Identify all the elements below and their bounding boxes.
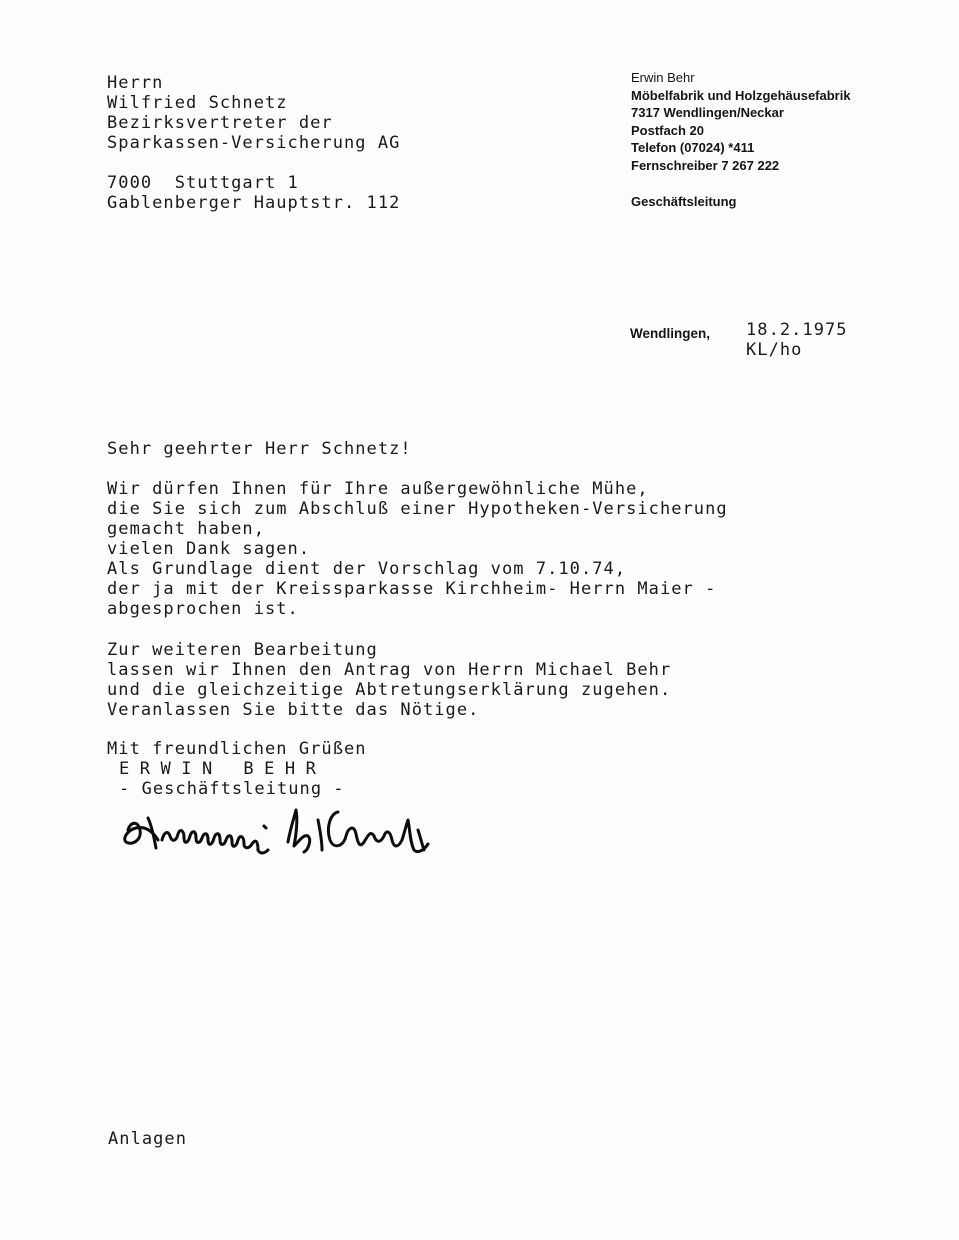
paragraph-line: lassen wir Ihnen den Antrag von Herrn Michael Behr — [107, 660, 672, 680]
signature-stroke — [258, 850, 268, 853]
closing-text: Mit freundlichen Grüßen — [107, 739, 367, 759]
salutation-text: Sehr geehrter Herr Schnetz! — [107, 439, 412, 459]
paragraph-line: die Sie sich zum Abschluß einer Hypotheken-Versicherung — [107, 499, 728, 519]
company-signature-text: ERWIN BEHR — [119, 759, 327, 779]
paragraph-line: gemacht haben, — [107, 519, 265, 539]
company-signature — [119, 759, 326, 779]
recipient-title: Bezirksvertreter der — [107, 113, 333, 133]
signature-stroke — [328, 812, 428, 852]
address-spacer — [107, 153, 400, 173]
letter-paragraph-2 — [107, 640, 671, 720]
paragraph-line: Wir dürfen Ihnen für Ihre außergewöhnliche Mühe, — [107, 479, 649, 499]
paragraph-line: Als Grundlage dient der Vorschlag vom 7.10.74, — [107, 559, 627, 579]
paragraph-line: abgesprochen ist. — [107, 599, 299, 619]
letter-paragraph-1 — [107, 479, 728, 619]
sender-company: Möbelfabrik und Holzgehäusefabrik — [631, 87, 851, 103]
sender-address: 7317 Wendlingen/Neckar — [631, 105, 784, 121]
letter-reference: KL/ho — [746, 340, 803, 360]
sender-postbox: Postfach 20 — [631, 122, 704, 138]
paragraph-line: Veranlassen Sie bitte das Nötige. — [107, 700, 480, 720]
recipient-name: Wilfried Schnetz — [107, 93, 288, 113]
paragraph-line: Zur weiteren Bearbeitung — [107, 640, 378, 660]
recipient-street: Gablenberger Hauptstr. 112 — [107, 193, 401, 213]
sender-letterhead — [631, 69, 851, 210]
letter-dateline — [746, 320, 848, 360]
sender-telex: Fernschreiber 7 267 222 — [631, 157, 780, 173]
recipient-salutation-line: Herrn — [107, 73, 164, 93]
paragraph-line: der ja mit der Kreissparkasse Kirchheim- Herrn Maier - — [107, 579, 717, 599]
letter-salutation — [107, 439, 412, 459]
department-signature — [119, 779, 345, 799]
recipient-address — [107, 73, 400, 213]
signature-stroke — [162, 831, 258, 850]
signature-stroke — [418, 830, 424, 850]
place-text: Wendlingen, — [630, 326, 710, 341]
sender-department: Geschäftsleitung — [631, 193, 737, 209]
sender-name: Erwin Behr — [631, 70, 695, 85]
recipient-company: Sparkassen-Versicherung AG — [107, 133, 401, 153]
paragraph-line: und die gleichzeitige Abtretungserklärung zugehen. — [107, 680, 672, 700]
letter-place — [630, 326, 710, 341]
recipient-city: 7000 Stuttgart 1 — [107, 173, 299, 193]
signature-stroke — [148, 818, 156, 848]
enclosures-text: Anlagen — [108, 1129, 187, 1149]
letter-date: 18.2.1975 — [746, 320, 848, 340]
signature-stroke — [288, 810, 310, 852]
signature-stroke — [318, 820, 322, 850]
enclosures-note — [108, 1129, 187, 1149]
signature-stroke — [264, 826, 266, 828]
paragraph-line: vielen Dank sagen. — [107, 539, 311, 559]
handwritten-signature — [118, 800, 448, 870]
sender-phone: Telefon (07024) *411 — [631, 140, 755, 156]
letter-closing — [107, 739, 367, 759]
department-signature-text: - Geschäftsleitung - — [119, 779, 345, 799]
